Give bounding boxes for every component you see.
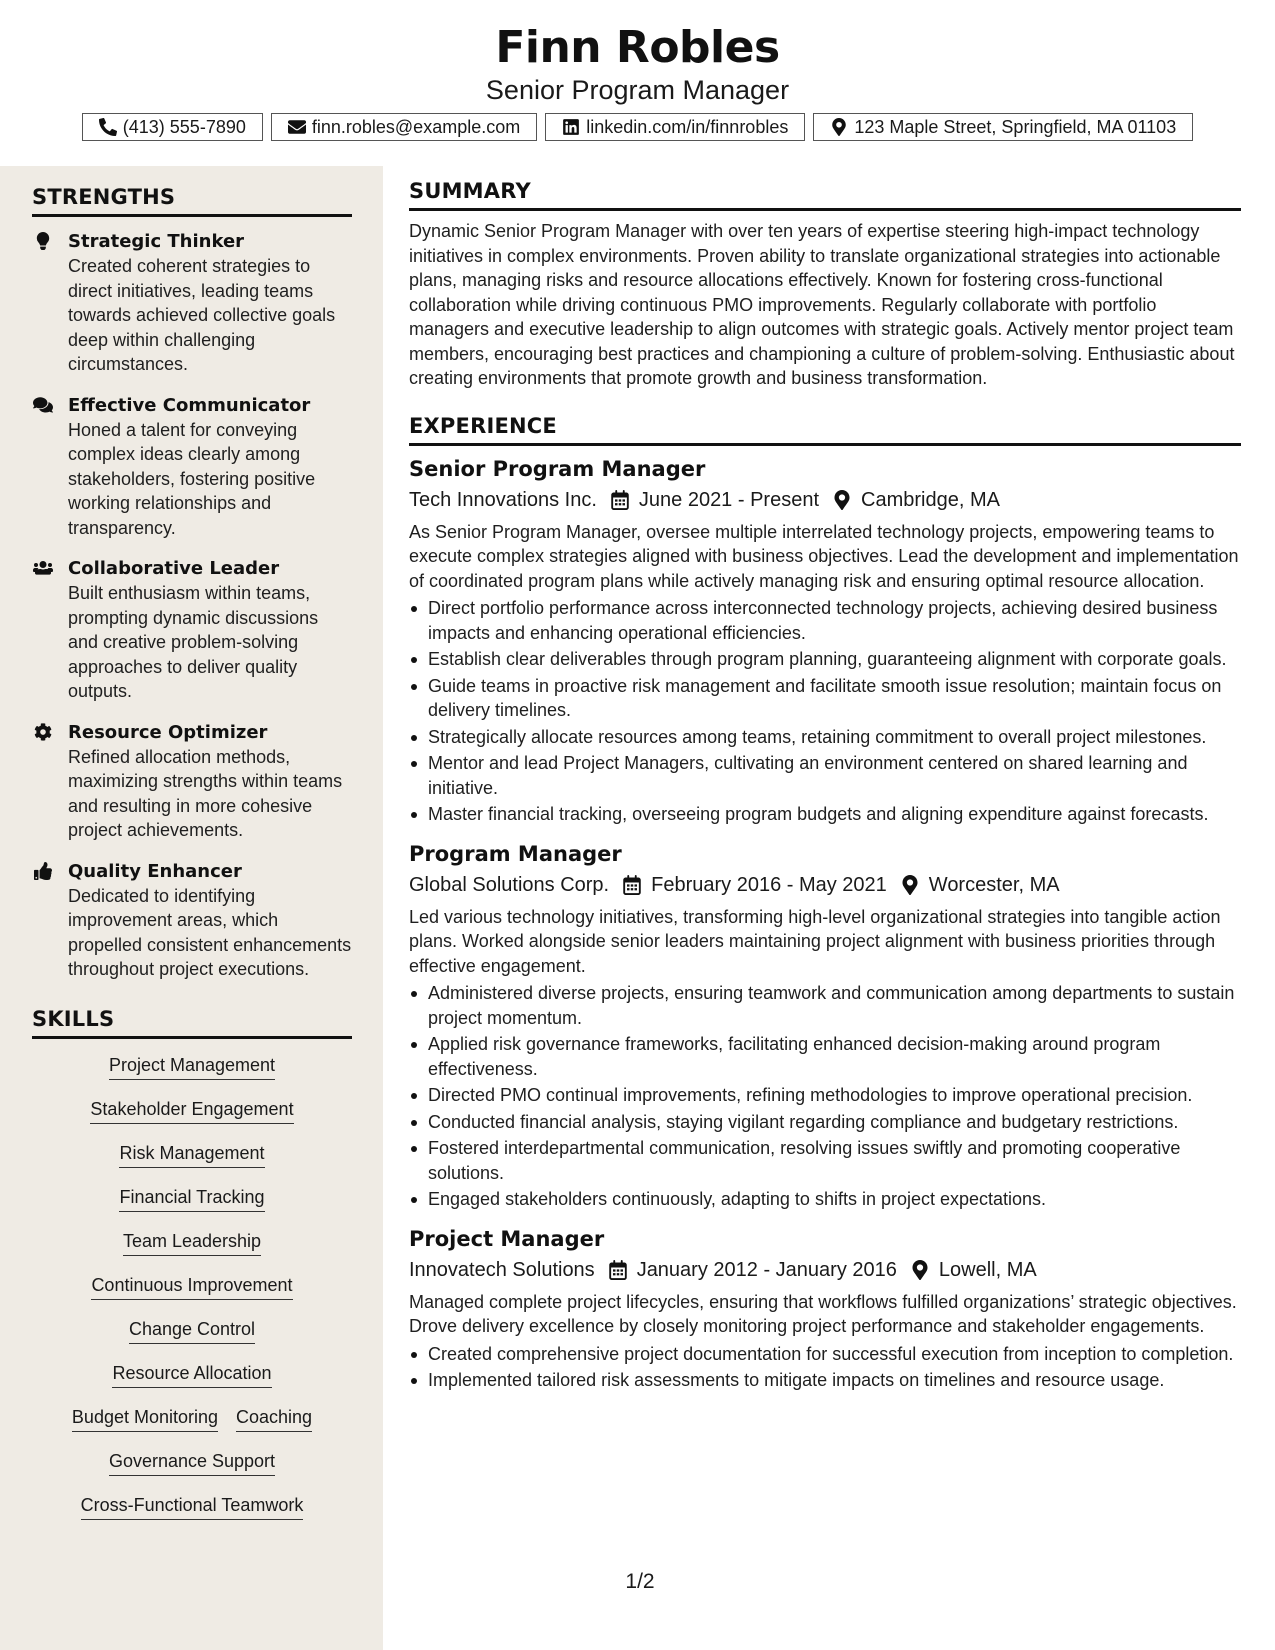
main-content bbox=[409, 176, 1241, 1405]
contact-bar bbox=[0, 113, 1275, 141]
list-item: Implemented tailored risk assessments to mitigate impacts on timelines and resource usage. bbox=[409, 1368, 1241, 1393]
skill-tag: Resource Allocation bbox=[112, 1361, 271, 1388]
job-bullets bbox=[409, 596, 1241, 827]
strength-description: Created coherent strategies to direct initiatives, leading teams towards achieved collective goals deep within challenging circumstances. bbox=[68, 256, 336, 374]
phone-icon bbox=[99, 118, 117, 136]
list-item: Strategically allocate resources among teams, retaining commitment to overall project milestones. bbox=[409, 725, 1241, 750]
strength-item bbox=[32, 859, 352, 982]
experience-heading: EXPERIENCE bbox=[409, 411, 1241, 446]
skill-tag: Team Leadership bbox=[123, 1229, 261, 1256]
job-meta bbox=[409, 1254, 1241, 1286]
skill-tag: Risk Management bbox=[119, 1141, 264, 1168]
contact-linkedin[interactable] bbox=[545, 113, 805, 141]
list-item: Directed PMO continual improvements, refining methodologies to improve operational precision. bbox=[409, 1083, 1241, 1108]
job-meta bbox=[409, 484, 1241, 516]
job-description: Led various technology initiatives, transforming high-level organizational strategies into tangible action plans. Worked alongside senior leaders maintaining project alignment with business priorities through effective engagement. bbox=[409, 906, 1221, 976]
job-location: Lowell, MA bbox=[938, 1258, 1037, 1281]
contact-linkedin-text: linkedin.com/in/finnrobles bbox=[586, 116, 789, 137]
strength-title: Quality Enhancer bbox=[68, 860, 242, 882]
job-company: Tech Innovations Inc. bbox=[409, 488, 597, 511]
job-entry bbox=[409, 1224, 1241, 1393]
skill-tag: Budget Monitoring bbox=[72, 1405, 218, 1432]
candidate-name: Finn Robles bbox=[495, 22, 780, 73]
map-marker-icon bbox=[830, 118, 848, 136]
strength-item bbox=[32, 720, 352, 843]
strength-description: Built enthusiasm within teams, prompting dynamic discussions and creative problem-solving approaches to deliver quality outputs. bbox=[68, 583, 319, 701]
skill-tag: Coaching bbox=[236, 1405, 312, 1432]
job-description: Managed complete project lifecycles, ensuring that workflows fulfilled organizations’ strategic objectives. Drove delivery excellence by closely monitoring project performance and stakeholder engagements. bbox=[409, 1291, 1237, 1336]
list-item: Master financial tracking, overseeing program budgets and aligning expenditure against forecasts. bbox=[409, 802, 1241, 827]
comments-icon bbox=[33, 396, 53, 414]
list-item: Applied risk governance frameworks, facilitating enhanced decision-making around program effectiveness. bbox=[409, 1032, 1241, 1081]
envelope-icon bbox=[288, 118, 306, 136]
map-marker-icon bbox=[901, 875, 919, 895]
list-item: Direct portfolio performance across interconnected technology projects, achieving desired business impacts and enhancing operational efficiencies. bbox=[409, 596, 1241, 645]
skill-tag: Financial Tracking bbox=[119, 1185, 264, 1212]
gear-icon bbox=[33, 723, 53, 741]
strength-description: Honed a talent for conveying complex ideas clearly among stakeholders, fostering positive working relationships and transparency. bbox=[68, 419, 316, 538]
list-item: Administered diverse projects, ensuring teamwork and communication among departments to sustain project momentum. bbox=[409, 981, 1241, 1030]
skills-list bbox=[32, 1051, 352, 1520]
contact-phone[interactable] bbox=[82, 113, 263, 141]
skill-tag: Continuous Improvement bbox=[91, 1273, 292, 1300]
list-item: Guide teams in proactive risk management and facilitate smooth issue resolution; maintain focus on delivery timelines. bbox=[409, 674, 1241, 723]
job-dates: January 2012 - January 2016 bbox=[636, 1258, 897, 1281]
calendar-icon bbox=[623, 875, 641, 895]
job-bullets bbox=[409, 1342, 1241, 1393]
job-dates: February 2016 - May 2021 bbox=[651, 873, 887, 896]
job-description: As Senior Program Manager, oversee multiple interrelated technology projects, empowering teams to execute complex strategies aligned with business objectives. Lead the development and implementation of coordinated program plans while actively managing risk and ensuring optimal resource allocation. bbox=[409, 521, 1239, 591]
contact-address-text: 123 Maple Street, Springfield, MA 01103 bbox=[854, 116, 1177, 137]
skill-tag: Project Management bbox=[109, 1053, 275, 1080]
candidate-title: Senior Program Manager bbox=[485, 75, 790, 105]
job-dates: June 2021 - Present bbox=[638, 488, 820, 511]
skill-tag: Cross-Functional Teamwork bbox=[81, 1493, 304, 1520]
contact-phone-text: (413) 555-7890 bbox=[122, 116, 246, 137]
job-title: Program Manager bbox=[409, 841, 622, 866]
job-title: Senior Program Manager bbox=[409, 456, 706, 481]
contact-address[interactable] bbox=[813, 113, 1193, 141]
skill-tag: Change Control bbox=[129, 1317, 255, 1344]
summary-heading: SUMMARY bbox=[409, 176, 1241, 211]
summary-text: Dynamic Senior Program Manager with over ten years of expertise steering high-impact technology initiatives in complex environments. Proven ability to translate organizational strategies into actionable plans, managing risks and resource allocations effectively. Known for fostering cross-functional collaboration while driving continuous PMO improvements. Regularly collaborate with portfolio managers and executive leadership to align outcomes with strategic goals. Actively mentor project team members, encouraging best practices and championing a culture of problem-solving. Enthusiastic about creating environments that promote growth and business transformation. bbox=[409, 221, 1235, 388]
job-location: Cambridge, MA bbox=[861, 488, 1000, 511]
calendar-icon bbox=[609, 1260, 627, 1280]
skills-heading: SKILLS bbox=[32, 1004, 352, 1039]
strength-item bbox=[32, 393, 352, 541]
list-item: Fostered interdepartmental communication, resolving issues swiftly and promoting cooperative solutions. bbox=[409, 1136, 1241, 1185]
map-marker-icon bbox=[911, 1260, 929, 1280]
strength-item bbox=[32, 229, 352, 377]
contact-email-text: finn.robles@example.com bbox=[311, 116, 521, 137]
strength-title: Collaborative Leader bbox=[68, 558, 280, 579]
job-entry bbox=[409, 839, 1241, 1212]
job-company: Global Solutions Corp. bbox=[409, 873, 610, 896]
skill-tag: Governance Support bbox=[109, 1449, 275, 1476]
strength-description: Refined allocation methods, maximizing strengths within teams and resulting in more cohesive project achievements. bbox=[68, 746, 343, 840]
job-bullets bbox=[409, 981, 1241, 1212]
contact-email[interactable] bbox=[271, 113, 537, 141]
strength-title: Strategic Thinker bbox=[68, 231, 245, 252]
map-marker-icon bbox=[833, 490, 851, 510]
skill-tag: Stakeholder Engagement bbox=[90, 1097, 293, 1124]
thumbs-up-icon bbox=[33, 862, 53, 880]
job-company: Innovatech Solutions bbox=[409, 1258, 595, 1281]
job-location: Worcester, MA bbox=[928, 873, 1060, 896]
page-number: 1/2 bbox=[625, 1570, 655, 1593]
list-item: Conducted financial analysis, staying vigilant regarding compliance and budgetary restrictions. bbox=[409, 1110, 1241, 1135]
list-item: Engaged stakeholders continuously, adapting to shifts in project expectations. bbox=[409, 1187, 1241, 1212]
list-item: Created comprehensive project documentation for successful execution from inception to completion. bbox=[409, 1342, 1241, 1367]
resume-header bbox=[0, 0, 1275, 150]
job-entry bbox=[409, 454, 1241, 827]
sidebar bbox=[0, 166, 383, 1650]
strength-item bbox=[32, 556, 352, 704]
job-title: Project Manager bbox=[409, 1226, 605, 1251]
list-item: Establish clear deliverables through program planning, guaranteeing alignment with corporate goals. bbox=[409, 647, 1241, 672]
users-icon bbox=[33, 559, 53, 577]
list-item: Mentor and lead Project Managers, cultivating an environment centered on shared learning and initiative. bbox=[409, 751, 1241, 800]
lightbulb-icon bbox=[33, 232, 53, 250]
linkedin-icon bbox=[562, 118, 580, 136]
strengths-heading: STRENGTHS bbox=[32, 182, 352, 217]
strength-title: Effective Communicator bbox=[68, 394, 311, 416]
strength-title: Resource Optimizer bbox=[68, 721, 268, 743]
strength-description: Dedicated to identifying improvement areas, which propelled consistent enhancements throughout project executions. bbox=[68, 885, 352, 979]
job-meta bbox=[409, 869, 1241, 901]
calendar-icon bbox=[611, 490, 629, 510]
